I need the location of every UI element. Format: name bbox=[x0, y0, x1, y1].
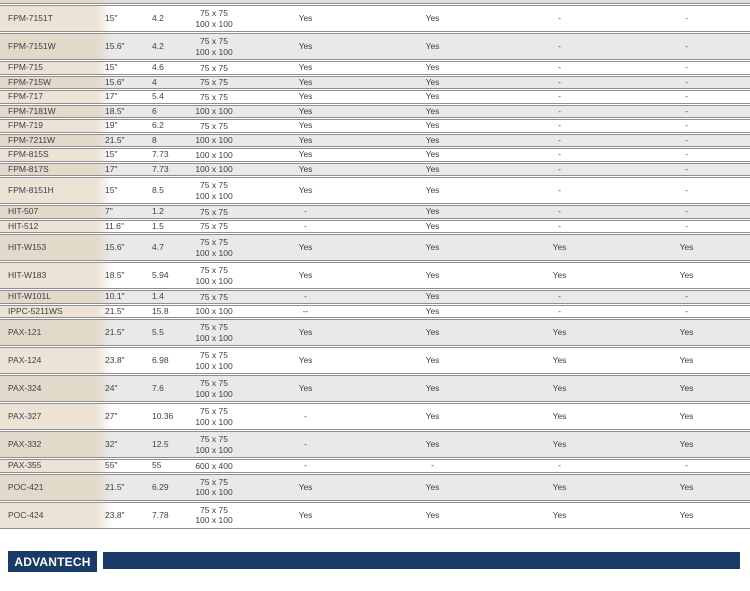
table-row bbox=[0, 5, 750, 32]
advantech-logo bbox=[8, 551, 97, 572]
feature-cell: - bbox=[685, 76, 688, 87]
feature-cell: - bbox=[685, 460, 688, 471]
feature-cell: Yes bbox=[679, 383, 694, 393]
vesa-cell bbox=[186, 406, 242, 427]
vesa-cell bbox=[186, 36, 242, 57]
model-cell: PAX-332 bbox=[8, 439, 42, 449]
vesa-cell bbox=[186, 461, 242, 472]
vesa-line: 600 x 400 bbox=[195, 460, 233, 471]
vesa-line: 75 x 75 bbox=[200, 36, 228, 46]
feature-cell: Yes bbox=[425, 206, 440, 217]
weight-cell: 6.2 bbox=[152, 120, 164, 131]
vesa-cell bbox=[186, 292, 242, 303]
size-cell: 23.8" bbox=[105, 355, 125, 365]
feature-cell: Yes bbox=[679, 439, 694, 449]
vesa-cell bbox=[186, 306, 242, 317]
weight-cell: 5.4 bbox=[152, 91, 164, 102]
feature-cell: - bbox=[685, 206, 688, 217]
feature-cell: Yes bbox=[552, 509, 567, 520]
size-cell: 23.8" bbox=[105, 509, 125, 520]
feature-cell: Yes bbox=[425, 270, 440, 280]
vesa-cell bbox=[186, 350, 242, 371]
size-cell: 15" bbox=[105, 13, 118, 23]
size-cell: 21.5" bbox=[105, 327, 125, 337]
feature-cell: Yes bbox=[425, 163, 440, 174]
table-row bbox=[0, 290, 750, 304]
vesa-line: 75 x 75 bbox=[200, 120, 228, 131]
feature-cell: - bbox=[685, 134, 688, 145]
size-cell: 15.6" bbox=[105, 242, 125, 252]
feature-cell: - bbox=[558, 291, 561, 302]
feature-cell: Yes bbox=[298, 481, 313, 492]
size-cell: 15.6" bbox=[105, 76, 125, 87]
size-cell: 24" bbox=[105, 383, 118, 393]
vesa-line: 100 x 100 bbox=[195, 18, 233, 29]
vesa-line: 75 x 75 bbox=[200, 504, 228, 515]
vesa-cell bbox=[186, 434, 242, 455]
model-cell: PAX-355 bbox=[8, 460, 42, 471]
feature-cell: Yes bbox=[425, 509, 440, 520]
vesa-cell bbox=[186, 164, 242, 175]
vesa-cell bbox=[186, 221, 242, 232]
feature-cell: - bbox=[304, 291, 307, 302]
weight-cell: 8 bbox=[152, 134, 157, 145]
table-row bbox=[0, 305, 750, 319]
vesa-line: 75 x 75 bbox=[200, 322, 228, 332]
feature-cell: - bbox=[558, 185, 561, 195]
vesa-line: 100 x 100 bbox=[195, 149, 233, 160]
weight-cell: 7.78 bbox=[152, 509, 169, 520]
model-cell: POC-424 bbox=[8, 509, 44, 520]
feature-cell: - bbox=[558, 120, 561, 131]
vesa-cell bbox=[186, 477, 242, 498]
vesa-line: 75 x 75 bbox=[200, 406, 228, 416]
model-cell: FPM-719 bbox=[8, 120, 43, 131]
feature-cell: - bbox=[685, 91, 688, 102]
size-cell: 15" bbox=[105, 149, 118, 160]
table-row bbox=[0, 502, 750, 529]
feature-cell: Yes bbox=[298, 149, 313, 160]
feature-cell: Yes bbox=[552, 481, 567, 492]
model-cell: FPM-817S bbox=[8, 163, 49, 174]
model-cell: FPM-7151T bbox=[8, 13, 53, 23]
feature-cell: - bbox=[685, 185, 688, 195]
feature-cell: Yes bbox=[425, 149, 440, 160]
feature-cell: Yes bbox=[679, 411, 694, 421]
feature-cell: - bbox=[685, 149, 688, 160]
feature-cell: - bbox=[558, 13, 561, 23]
feature-cell: Yes bbox=[425, 439, 440, 449]
vesa-line: 75 x 75 bbox=[200, 476, 228, 487]
table-row bbox=[0, 375, 750, 402]
feature-cell: Yes bbox=[298, 242, 313, 252]
weight-cell: 6 bbox=[152, 105, 157, 116]
vesa-line: 100 x 100 bbox=[195, 306, 233, 316]
feature-cell: - bbox=[304, 460, 307, 471]
feature-cell: - bbox=[685, 62, 688, 73]
model-cell: PAX-124 bbox=[8, 355, 42, 365]
size-cell: 15" bbox=[105, 62, 118, 73]
vesa-line: 75 x 75 bbox=[200, 291, 228, 302]
weight-cell: 4.7 bbox=[152, 242, 164, 252]
vesa-cell bbox=[186, 378, 242, 399]
weight-cell: 10.36 bbox=[152, 411, 174, 421]
size-cell: 17" bbox=[105, 91, 118, 102]
table-row bbox=[0, 262, 750, 289]
feature-cell: Yes bbox=[425, 62, 440, 73]
model-cell: HIT-W153 bbox=[8, 242, 47, 252]
table-row bbox=[0, 163, 750, 177]
vesa-line: 75 x 75 bbox=[200, 265, 228, 275]
vesa-line: 100 x 100 bbox=[195, 275, 233, 286]
feature-cell: - bbox=[558, 305, 561, 316]
weight-cell: 8.5 bbox=[152, 185, 164, 195]
vesa-line: 100 x 100 bbox=[195, 444, 233, 455]
size-cell: 15.6" bbox=[105, 41, 125, 51]
feature-cell: Yes bbox=[552, 411, 567, 421]
weight-cell: 5.5 bbox=[152, 327, 164, 337]
weight-cell: 7.73 bbox=[152, 163, 169, 174]
feature-cell: - bbox=[685, 163, 688, 174]
feature-cell: - bbox=[558, 134, 561, 145]
feature-cell: - bbox=[685, 291, 688, 302]
vesa-cell bbox=[186, 180, 242, 201]
vesa-cell bbox=[186, 505, 242, 526]
vesa-cell bbox=[186, 121, 242, 132]
feature-cell: Yes bbox=[298, 185, 313, 195]
feature-cell: Yes bbox=[552, 270, 567, 280]
vesa-line: 100 x 100 bbox=[195, 487, 233, 497]
model-cell: PAX-324 bbox=[8, 383, 42, 393]
table-row bbox=[0, 148, 750, 162]
feature-cell: - bbox=[685, 41, 688, 51]
feature-cell: - bbox=[558, 206, 561, 217]
model-cell: PAX-327 bbox=[8, 411, 42, 421]
model-cell: HIT-W183 bbox=[8, 270, 47, 280]
table-row bbox=[0, 220, 750, 234]
vesa-cell bbox=[186, 77, 242, 88]
table-row bbox=[0, 403, 750, 430]
table-row bbox=[0, 134, 750, 148]
feature-cell: Yes bbox=[552, 439, 567, 449]
weight-cell: 7.6 bbox=[152, 383, 164, 393]
feature-cell: - bbox=[685, 305, 688, 316]
feature-cell: Yes bbox=[425, 242, 440, 252]
weight-cell: 55 bbox=[152, 460, 162, 471]
table-row bbox=[0, 474, 750, 501]
table-row bbox=[0, 33, 750, 60]
feature-cell: Yes bbox=[425, 76, 440, 87]
model-cell: FPM-7211W bbox=[8, 134, 56, 145]
model-cell: FPM-717 bbox=[8, 91, 43, 102]
feature-cell: Yes bbox=[679, 327, 694, 337]
size-cell: 18.5" bbox=[105, 270, 125, 280]
feature-cell: - bbox=[304, 439, 307, 449]
weight-cell: 4.2 bbox=[152, 41, 164, 51]
size-cell: 27" bbox=[105, 411, 118, 421]
table-row bbox=[0, 205, 750, 219]
size-cell: 19" bbox=[105, 120, 118, 131]
weight-cell: 6.29 bbox=[152, 481, 169, 492]
feature-cell: - bbox=[685, 120, 688, 131]
feature-cell: - bbox=[685, 105, 688, 116]
vesa-line: 75 x 75 bbox=[200, 221, 228, 231]
feature-cell: Yes bbox=[425, 105, 440, 116]
weight-cell: 1.2 bbox=[152, 206, 164, 217]
table-body bbox=[0, 5, 750, 529]
feature-cell: - bbox=[685, 13, 688, 23]
feature-cell: Yes bbox=[425, 291, 440, 302]
vesa-line: 75 x 75 bbox=[200, 8, 228, 18]
model-cell: FPM-815S bbox=[8, 149, 49, 160]
feature-cell: - bbox=[558, 91, 561, 102]
model-cell: HIT-512 bbox=[8, 220, 39, 231]
table-row bbox=[0, 431, 750, 458]
feature-cell: Yes bbox=[298, 270, 313, 280]
feature-cell: Yes bbox=[425, 220, 440, 231]
vesa-line: 75 x 75 bbox=[200, 350, 228, 360]
vesa-line: 75 x 75 bbox=[200, 206, 228, 217]
weight-cell: 1.4 bbox=[152, 291, 164, 302]
weight-cell: 5.94 bbox=[152, 270, 169, 280]
vesa-line: 100 x 100 bbox=[195, 332, 233, 343]
weight-cell: 4.6 bbox=[152, 62, 164, 73]
vesa-cell bbox=[186, 322, 242, 343]
table-row bbox=[0, 105, 750, 119]
feature-cell: Yes bbox=[679, 509, 694, 520]
vesa-cell bbox=[186, 207, 242, 218]
table-row bbox=[0, 177, 750, 204]
vesa-cell bbox=[186, 237, 242, 258]
feature-cell: Yes bbox=[679, 270, 694, 280]
model-cell: FPM-715 bbox=[8, 62, 43, 73]
size-cell: 11.6" bbox=[105, 220, 124, 231]
feature-cell: Yes bbox=[425, 305, 440, 316]
feature-cell: - bbox=[304, 220, 307, 231]
feature-cell: -- bbox=[302, 305, 309, 316]
model-cell: FPM-8151H bbox=[8, 185, 54, 195]
feature-cell: - bbox=[304, 411, 307, 421]
model-cell: PAX-121 bbox=[8, 327, 42, 337]
vesa-line: 75 x 75 bbox=[200, 62, 228, 73]
vesa-cell bbox=[186, 63, 242, 74]
weight-cell: 7.73 bbox=[152, 149, 169, 160]
vesa-line: 100 x 100 bbox=[195, 515, 233, 525]
model-cell: IPPC-5211WS bbox=[8, 305, 63, 316]
vesa-line: 75 x 75 bbox=[200, 237, 228, 247]
feature-cell: - bbox=[304, 206, 307, 217]
feature-cell: Yes bbox=[298, 327, 313, 337]
brand-name: ADVANTECH bbox=[14, 554, 91, 569]
feature-cell: Yes bbox=[298, 76, 313, 87]
vesa-line: 75 x 75 bbox=[200, 378, 228, 388]
brand-bar bbox=[103, 552, 740, 569]
vesa-cell bbox=[186, 265, 242, 286]
feature-cell: Yes bbox=[552, 242, 567, 252]
feature-cell: Yes bbox=[298, 91, 313, 102]
vesa-line: 100 x 100 bbox=[195, 135, 233, 145]
feature-cell: Yes bbox=[425, 134, 440, 145]
feature-cell: - bbox=[558, 163, 561, 174]
feature-cell: Yes bbox=[425, 13, 440, 23]
feature-cell: Yes bbox=[425, 185, 440, 195]
model-cell: POC-421 bbox=[8, 481, 44, 492]
vesa-line: 100 x 100 bbox=[195, 388, 233, 399]
feature-cell: Yes bbox=[298, 355, 313, 365]
size-cell: 21.5" bbox=[105, 305, 125, 316]
size-cell: 10.1" bbox=[105, 291, 125, 302]
partial-row-top bbox=[0, 0, 750, 4]
table-row bbox=[0, 319, 750, 346]
model-cell: FPM-7151W bbox=[8, 41, 56, 51]
feature-cell: - bbox=[558, 460, 561, 471]
table-row bbox=[0, 90, 750, 104]
feature-cell: - bbox=[558, 149, 561, 160]
size-cell: 21.5" bbox=[105, 134, 125, 145]
feature-cell: Yes bbox=[298, 163, 313, 174]
feature-cell: - bbox=[558, 105, 561, 116]
vesa-cell bbox=[186, 92, 242, 103]
feature-cell: Yes bbox=[425, 411, 440, 421]
feature-cell: Yes bbox=[298, 134, 313, 145]
feature-cell: Yes bbox=[298, 383, 313, 393]
feature-cell: Yes bbox=[425, 91, 440, 102]
feature-cell: Yes bbox=[679, 355, 694, 365]
size-cell: 32" bbox=[105, 439, 118, 449]
weight-cell: 6.98 bbox=[152, 355, 169, 365]
size-cell: 55" bbox=[105, 460, 118, 471]
table-row bbox=[0, 76, 750, 90]
feature-cell: - bbox=[431, 460, 434, 471]
vesa-line: 75 x 75 bbox=[200, 77, 228, 87]
vesa-line: 100 x 100 bbox=[195, 106, 233, 116]
vesa-line: 75 x 75 bbox=[200, 434, 228, 444]
feature-cell: Yes bbox=[425, 481, 440, 492]
table-row bbox=[0, 61, 750, 75]
size-cell: 15" bbox=[105, 185, 118, 195]
feature-cell: Yes bbox=[552, 355, 567, 365]
feature-cell: Yes bbox=[298, 509, 313, 520]
feature-cell: Yes bbox=[552, 383, 567, 393]
feature-cell: Yes bbox=[425, 41, 440, 51]
vesa-cell bbox=[186, 8, 242, 29]
feature-cell: Yes bbox=[679, 242, 694, 252]
model-cell: FPM-7181W bbox=[8, 105, 56, 116]
feature-cell: Yes bbox=[298, 120, 313, 131]
vesa-line: 100 x 100 bbox=[195, 247, 233, 258]
table-row bbox=[0, 347, 750, 374]
feature-cell: Yes bbox=[298, 41, 313, 51]
feature-cell: - bbox=[558, 62, 561, 73]
model-cell: HIT-W101L bbox=[8, 291, 51, 302]
weight-cell: 12.5 bbox=[152, 439, 169, 449]
size-cell: 18.5" bbox=[105, 105, 125, 116]
model-cell: HIT-507 bbox=[8, 206, 39, 217]
vesa-cell bbox=[186, 150, 242, 161]
feature-cell: Yes bbox=[425, 355, 440, 365]
vesa-line: 100 x 100 bbox=[195, 416, 233, 427]
vesa-line: 100 x 100 bbox=[195, 190, 233, 201]
vesa-line: 100 x 100 bbox=[195, 360, 233, 371]
model-cell: FPM-715W bbox=[8, 76, 51, 87]
weight-cell: 4 bbox=[152, 76, 157, 87]
size-cell: 17" bbox=[105, 163, 118, 174]
feature-cell: Yes bbox=[425, 383, 440, 393]
vesa-line: 100 x 100 bbox=[195, 46, 233, 57]
table-row bbox=[0, 119, 750, 133]
vesa-cell bbox=[186, 106, 242, 117]
feature-cell: Yes bbox=[425, 120, 440, 131]
feature-cell: Yes bbox=[552, 327, 567, 337]
feature-cell: Yes bbox=[298, 13, 313, 23]
table-row bbox=[0, 234, 750, 261]
feature-cell: Yes bbox=[679, 481, 694, 492]
feature-cell: - bbox=[685, 220, 688, 231]
vesa-line: 75 x 75 bbox=[200, 91, 228, 102]
size-cell: 7" bbox=[105, 206, 113, 217]
feature-cell: - bbox=[558, 76, 561, 87]
weight-cell: 15.8 bbox=[152, 305, 169, 316]
vesa-line: 100 x 100 bbox=[195, 164, 233, 174]
feature-cell: - bbox=[558, 220, 561, 231]
weight-cell: 4.2 bbox=[152, 13, 164, 23]
table-row bbox=[0, 459, 750, 473]
weight-cell: 1.5 bbox=[152, 220, 164, 231]
size-cell: 21.5" bbox=[105, 481, 125, 492]
feature-cell: Yes bbox=[298, 105, 313, 116]
vesa-cell bbox=[186, 135, 242, 146]
feature-cell: Yes bbox=[298, 62, 313, 73]
vesa-line: 75 x 75 bbox=[200, 180, 228, 190]
feature-cell: Yes bbox=[425, 327, 440, 337]
feature-cell: - bbox=[558, 41, 561, 51]
